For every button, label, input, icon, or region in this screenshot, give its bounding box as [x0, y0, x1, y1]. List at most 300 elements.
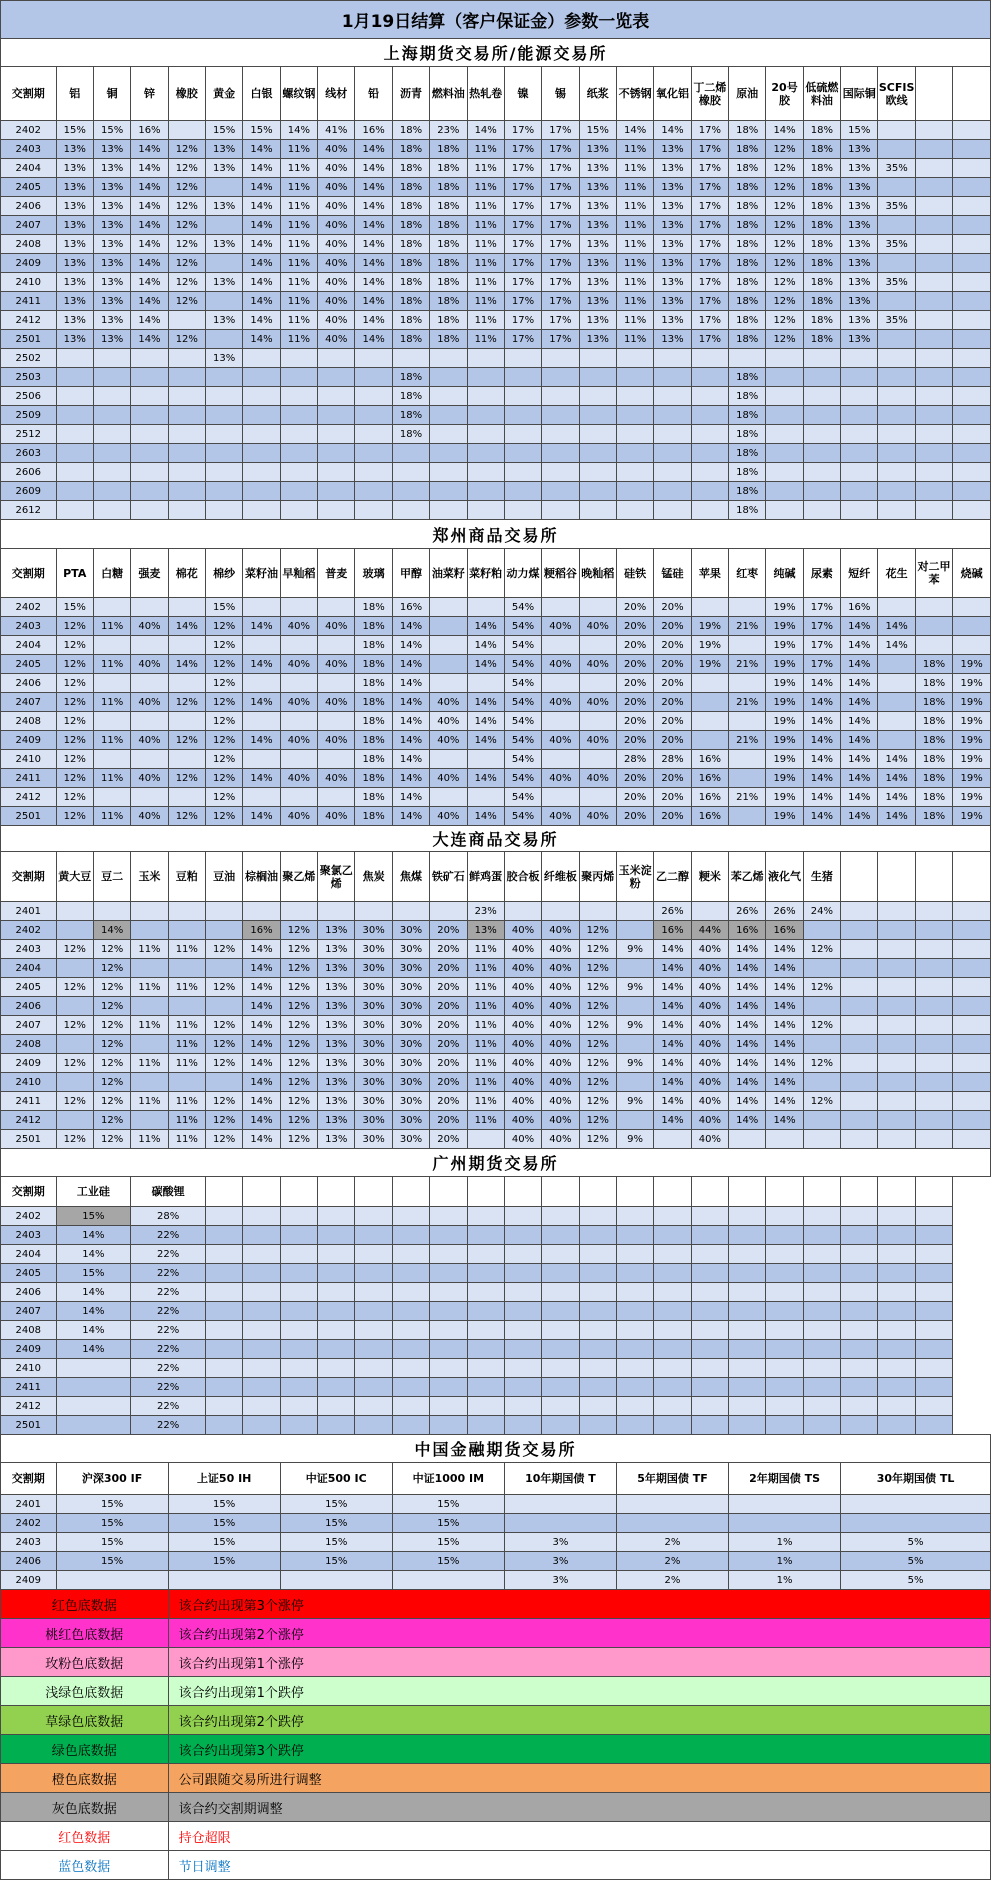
value-cell: [878, 1016, 915, 1035]
value-cell: 12%: [280, 959, 317, 978]
value-cell: [56, 368, 93, 387]
value-cell: [56, 349, 93, 368]
value-cell: [243, 482, 280, 501]
value-cell: 30%: [355, 959, 392, 978]
value-cell: [355, 1302, 392, 1321]
value-cell: 14%: [729, 1073, 766, 1092]
value-cell: 13%: [654, 273, 691, 292]
legend-label: 蓝色数据: [1, 1851, 169, 1880]
data-row: [1, 674, 991, 693]
period-cell: 2409: [1, 254, 57, 273]
value-cell: 14%: [392, 674, 429, 693]
value-cell: [355, 349, 392, 368]
value-cell: [430, 598, 467, 617]
value-cell: 16%: [392, 598, 429, 617]
value-cell: [803, 501, 840, 520]
value-cell: [542, 387, 579, 406]
period-cell: 2407: [1, 1016, 57, 1035]
value-cell: [430, 482, 467, 501]
value-cell: 11%: [93, 769, 130, 788]
header-cell: 晚籼稻: [579, 549, 616, 598]
value-cell: [915, 959, 952, 978]
value-cell: 18%: [729, 254, 766, 273]
value-cell: 13%: [56, 178, 93, 197]
value-cell: 22%: [131, 1340, 206, 1359]
value-cell: [953, 178, 991, 197]
value-cell: [467, 444, 504, 463]
value-cell: [878, 1416, 915, 1435]
value-cell: 14%: [243, 1073, 280, 1092]
value-cell: [392, 1283, 429, 1302]
value-cell: 12%: [168, 292, 205, 311]
value-cell: [392, 1397, 429, 1416]
value-cell: 5%: [841, 1533, 991, 1552]
section-row: [1, 1149, 991, 1177]
value-cell: 40%: [542, 1130, 579, 1149]
value-cell: [205, 216, 242, 235]
value-cell: 17%: [691, 273, 728, 292]
data-row: [1, 1514, 991, 1533]
period-cell: 2405: [1, 178, 57, 197]
value-cell: [93, 406, 130, 425]
value-cell: 13%: [654, 216, 691, 235]
value-cell: [56, 921, 93, 940]
value-cell: 18%: [355, 750, 392, 769]
value-cell: 11%: [280, 330, 317, 349]
value-cell: 14%: [878, 636, 915, 655]
period-cell: 2402: [1, 1514, 57, 1533]
value-cell: [691, 368, 728, 387]
value-cell: [878, 121, 915, 140]
value-cell: 12%: [280, 978, 317, 997]
value-cell: 13%: [93, 254, 130, 273]
value-cell: 12%: [56, 750, 93, 769]
value-cell: [56, 1416, 131, 1435]
value-cell: [318, 1321, 355, 1340]
value-cell: 13%: [841, 178, 878, 197]
value-cell: 18%: [915, 674, 952, 693]
data-row: [1, 463, 991, 482]
value-cell: 54%: [504, 788, 541, 807]
value-cell: 12%: [579, 997, 616, 1016]
period-cell: 2403: [1, 940, 57, 959]
value-cell: 22%: [131, 1264, 206, 1283]
value-cell: 9%: [616, 940, 653, 959]
header-cell: 豆粕: [168, 852, 205, 902]
value-cell: 19%: [766, 636, 803, 655]
value-cell: [654, 463, 691, 482]
value-cell: 14%: [803, 731, 840, 750]
value-cell: 12%: [280, 1016, 317, 1035]
legend-row: [1, 1822, 991, 1851]
value-cell: [430, 1416, 467, 1435]
value-cell: [205, 425, 242, 444]
value-cell: 14%: [243, 731, 280, 750]
value-cell: 20%: [654, 617, 691, 636]
value-cell: [430, 1397, 467, 1416]
value-cell: 12%: [56, 769, 93, 788]
value-cell: 11%: [616, 140, 653, 159]
value-cell: 18%: [392, 254, 429, 273]
value-cell: 14%: [654, 1035, 691, 1054]
value-cell: 2%: [616, 1552, 728, 1571]
value-cell: [616, 1495, 728, 1514]
value-cell: 12%: [280, 1073, 317, 1092]
value-cell: 18%: [392, 140, 429, 159]
value-cell: [243, 636, 280, 655]
header-cell: 对二甲苯: [915, 549, 952, 598]
value-cell: [318, 1226, 355, 1245]
value-cell: [355, 1283, 392, 1302]
header-cell: [915, 1177, 952, 1207]
value-cell: [168, 1073, 205, 1092]
period-cell: 2411: [1, 1378, 57, 1397]
value-cell: [691, 1302, 728, 1321]
period-cell: 2412: [1, 311, 57, 330]
value-cell: 17%: [691, 121, 728, 140]
value-cell: 20%: [654, 598, 691, 617]
value-cell: 13%: [318, 1073, 355, 1092]
value-cell: 26%: [766, 902, 803, 921]
value-cell: [953, 1054, 991, 1073]
header-cell: 粳稻谷: [542, 549, 579, 598]
value-cell: 14%: [131, 235, 168, 254]
value-cell: [729, 712, 766, 731]
value-cell: 11%: [131, 978, 168, 997]
value-cell: 16%: [691, 788, 728, 807]
value-cell: 12%: [205, 712, 242, 731]
header-cell: 国际铜: [841, 67, 878, 121]
value-cell: [915, 1416, 952, 1435]
value-cell: [654, 1264, 691, 1283]
section-title: 郑州商品交易所: [1, 520, 991, 549]
section-row: [1, 826, 991, 852]
value-cell: 14%: [56, 1226, 131, 1245]
value-cell: 30%: [355, 921, 392, 940]
value-cell: [243, 1321, 280, 1340]
value-cell: 11%: [168, 1016, 205, 1035]
value-cell: [579, 1302, 616, 1321]
header-cell: 白银: [243, 67, 280, 121]
value-cell: [766, 349, 803, 368]
legend-label: 桃红色底数据: [1, 1619, 169, 1648]
value-cell: 12%: [168, 330, 205, 349]
value-cell: 14%: [878, 617, 915, 636]
value-cell: 9%: [616, 1130, 653, 1149]
value-cell: 40%: [504, 1016, 541, 1035]
value-cell: 40%: [318, 731, 355, 750]
data-row: [1, 1302, 991, 1321]
header-cell: 焦炭: [355, 852, 392, 902]
period-cell: 2411: [1, 769, 57, 788]
header-cell: 锡: [542, 67, 579, 121]
value-cell: [953, 921, 991, 940]
value-cell: 40%: [318, 178, 355, 197]
value-cell: [915, 178, 952, 197]
value-cell: 13%: [93, 235, 130, 254]
data-row: [1, 1016, 991, 1035]
value-cell: 30%: [355, 1092, 392, 1111]
value-cell: [205, 1264, 242, 1283]
value-cell: 14%: [392, 788, 429, 807]
value-cell: [318, 1359, 355, 1378]
value-cell: [878, 406, 915, 425]
value-cell: [616, 959, 653, 978]
value-cell: [318, 750, 355, 769]
value-cell: 19%: [766, 769, 803, 788]
value-cell: [318, 636, 355, 655]
header-cell: [542, 1177, 579, 1207]
value-cell: [430, 425, 467, 444]
value-cell: [168, 349, 205, 368]
value-cell: 40%: [318, 216, 355, 235]
value-cell: [841, 406, 878, 425]
value-cell: [504, 406, 541, 425]
value-cell: 14%: [654, 1073, 691, 1092]
value-cell: [878, 978, 915, 997]
period-cell: 2501: [1, 330, 57, 349]
value-cell: [56, 501, 93, 520]
value-cell: 14%: [467, 712, 504, 731]
value-cell: [691, 463, 728, 482]
value-cell: 12%: [803, 1016, 840, 1035]
period-cell: 2501: [1, 1130, 57, 1149]
header-cell: 棕榈油: [243, 852, 280, 902]
value-cell: [467, 788, 504, 807]
value-cell: [280, 1207, 317, 1226]
value-cell: 17%: [691, 216, 728, 235]
value-cell: 14%: [467, 655, 504, 674]
value-cell: [131, 368, 168, 387]
value-cell: [654, 1321, 691, 1340]
value-cell: [616, 1264, 653, 1283]
period-cell: 2509: [1, 406, 57, 425]
value-cell: 14%: [467, 693, 504, 712]
value-cell: [93, 712, 130, 731]
value-cell: 14%: [243, 617, 280, 636]
header-cell: 豆二: [93, 852, 130, 902]
value-cell: 28%: [616, 750, 653, 769]
value-cell: [131, 902, 168, 921]
value-cell: 17%: [803, 636, 840, 655]
value-cell: 11%: [131, 1092, 168, 1111]
legend-desc: 该合约出现第2个涨停: [168, 1619, 990, 1648]
value-cell: 16%: [766, 921, 803, 940]
value-cell: [654, 1340, 691, 1359]
value-cell: 14%: [243, 330, 280, 349]
value-cell: 14%: [392, 655, 429, 674]
value-cell: 14%: [243, 311, 280, 330]
value-cell: [280, 444, 317, 463]
value-cell: 20%: [430, 1111, 467, 1130]
value-cell: [504, 1378, 541, 1397]
header-cell: 聚乙烯: [280, 852, 317, 902]
value-cell: [355, 406, 392, 425]
period-cell: 2402: [1, 1207, 57, 1226]
value-cell: 13%: [654, 330, 691, 349]
value-cell: 13%: [841, 159, 878, 178]
value-cell: [616, 463, 653, 482]
value-cell: 11%: [131, 1130, 168, 1149]
value-cell: 14%: [131, 140, 168, 159]
value-cell: 17%: [691, 140, 728, 159]
value-cell: 13%: [841, 254, 878, 273]
value-cell: [953, 235, 991, 254]
header-cell: 铝: [56, 67, 93, 121]
value-cell: [579, 482, 616, 501]
value-cell: 40%: [691, 997, 728, 1016]
value-cell: 14%: [280, 121, 317, 140]
value-cell: 12%: [766, 235, 803, 254]
value-cell: 18%: [430, 178, 467, 197]
value-cell: 20%: [430, 1073, 467, 1092]
value-cell: 12%: [579, 1054, 616, 1073]
value-cell: 13%: [56, 197, 93, 216]
value-cell: [915, 1340, 952, 1359]
value-cell: [205, 254, 242, 273]
value-cell: 11%: [616, 159, 653, 178]
value-cell: [878, 1340, 915, 1359]
value-cell: [616, 1207, 653, 1226]
value-cell: [878, 140, 915, 159]
value-cell: 14%: [654, 1111, 691, 1130]
value-cell: [953, 902, 991, 921]
data-row: [1, 292, 991, 311]
value-cell: 11%: [467, 216, 504, 235]
value-cell: 18%: [392, 216, 429, 235]
value-cell: 18%: [803, 292, 840, 311]
value-cell: 12%: [56, 655, 93, 674]
header-cell: 玉米淀粉: [616, 852, 653, 902]
value-cell: 54%: [504, 655, 541, 674]
header-period: 交割期: [1, 549, 57, 598]
value-cell: 14%: [878, 807, 915, 826]
value-cell: [205, 501, 242, 520]
value-cell: [878, 387, 915, 406]
value-cell: [878, 655, 915, 674]
value-cell: [841, 1397, 878, 1416]
value-cell: 40%: [504, 997, 541, 1016]
value-cell: 13%: [841, 216, 878, 235]
value-cell: [654, 1283, 691, 1302]
value-cell: [729, 1130, 766, 1149]
value-cell: 14%: [841, 788, 878, 807]
value-cell: [280, 387, 317, 406]
value-cell: 16%: [691, 750, 728, 769]
header-row: [1, 549, 991, 598]
value-cell: [915, 235, 952, 254]
value-cell: [654, 425, 691, 444]
value-cell: 18%: [803, 311, 840, 330]
value-cell: [803, 1245, 840, 1264]
value-cell: [878, 1283, 915, 1302]
header-cell: 沥青: [392, 67, 429, 121]
header-cell: 生猪: [803, 852, 840, 902]
value-cell: [953, 159, 991, 178]
value-cell: [392, 1226, 429, 1245]
value-cell: 12%: [56, 978, 93, 997]
value-cell: 28%: [654, 750, 691, 769]
value-cell: 18%: [392, 330, 429, 349]
value-cell: 17%: [542, 273, 579, 292]
value-cell: [878, 292, 915, 311]
value-cell: 20%: [616, 712, 653, 731]
value-cell: [915, 387, 952, 406]
value-cell: 14%: [56, 1340, 131, 1359]
value-cell: 40%: [691, 959, 728, 978]
header-cell: [392, 1177, 429, 1207]
period-cell: 2410: [1, 1073, 57, 1092]
value-cell: [205, 1340, 242, 1359]
header-cell: 尿素: [803, 549, 840, 598]
value-cell: 14%: [243, 292, 280, 311]
value-cell: [168, 482, 205, 501]
value-cell: 13%: [93, 159, 130, 178]
period-cell: 2405: [1, 655, 57, 674]
value-cell: [542, 444, 579, 463]
value-cell: [729, 1207, 766, 1226]
data-row: [1, 387, 991, 406]
value-cell: 12%: [803, 1054, 840, 1073]
value-cell: [729, 1514, 841, 1533]
value-cell: 40%: [691, 940, 728, 959]
value-cell: 40%: [579, 731, 616, 750]
header-cell: 玻璃: [355, 549, 392, 598]
value-cell: [803, 921, 840, 940]
value-cell: 12%: [766, 140, 803, 159]
value-cell: [878, 712, 915, 731]
value-cell: 19%: [953, 731, 991, 750]
period-cell: 2402: [1, 121, 57, 140]
value-cell: [542, 1321, 579, 1340]
value-cell: 14%: [729, 1054, 766, 1073]
value-cell: [729, 1226, 766, 1245]
data-row: [1, 444, 991, 463]
value-cell: 19%: [953, 674, 991, 693]
value-cell: 20%: [654, 731, 691, 750]
header-cell: 棉纱: [205, 549, 242, 598]
value-cell: [841, 1495, 991, 1514]
value-cell: [504, 368, 541, 387]
value-cell: 14%: [243, 159, 280, 178]
period-cell: 2405: [1, 978, 57, 997]
value-cell: [841, 1035, 878, 1054]
value-cell: 18%: [915, 731, 952, 750]
data-row: [1, 978, 991, 997]
value-cell: 12%: [93, 959, 130, 978]
value-cell: 40%: [318, 197, 355, 216]
value-cell: 30%: [392, 921, 429, 940]
value-cell: [878, 330, 915, 349]
value-cell: [953, 349, 991, 368]
value-cell: [654, 1245, 691, 1264]
value-cell: [355, 1359, 392, 1378]
legend-desc: 该合约交割期调整: [168, 1793, 990, 1822]
value-cell: [467, 1207, 504, 1226]
value-cell: 54%: [504, 674, 541, 693]
value-cell: [654, 406, 691, 425]
header-cell: 橡胶: [168, 67, 205, 121]
value-cell: [915, 140, 952, 159]
value-cell: 12%: [168, 216, 205, 235]
value-cell: 20%: [654, 769, 691, 788]
header-cell: 焦煤: [392, 852, 429, 902]
value-cell: [318, 902, 355, 921]
value-cell: 20%: [616, 769, 653, 788]
value-cell: [56, 959, 93, 978]
value-cell: 12%: [205, 617, 242, 636]
value-cell: 11%: [168, 1035, 205, 1054]
